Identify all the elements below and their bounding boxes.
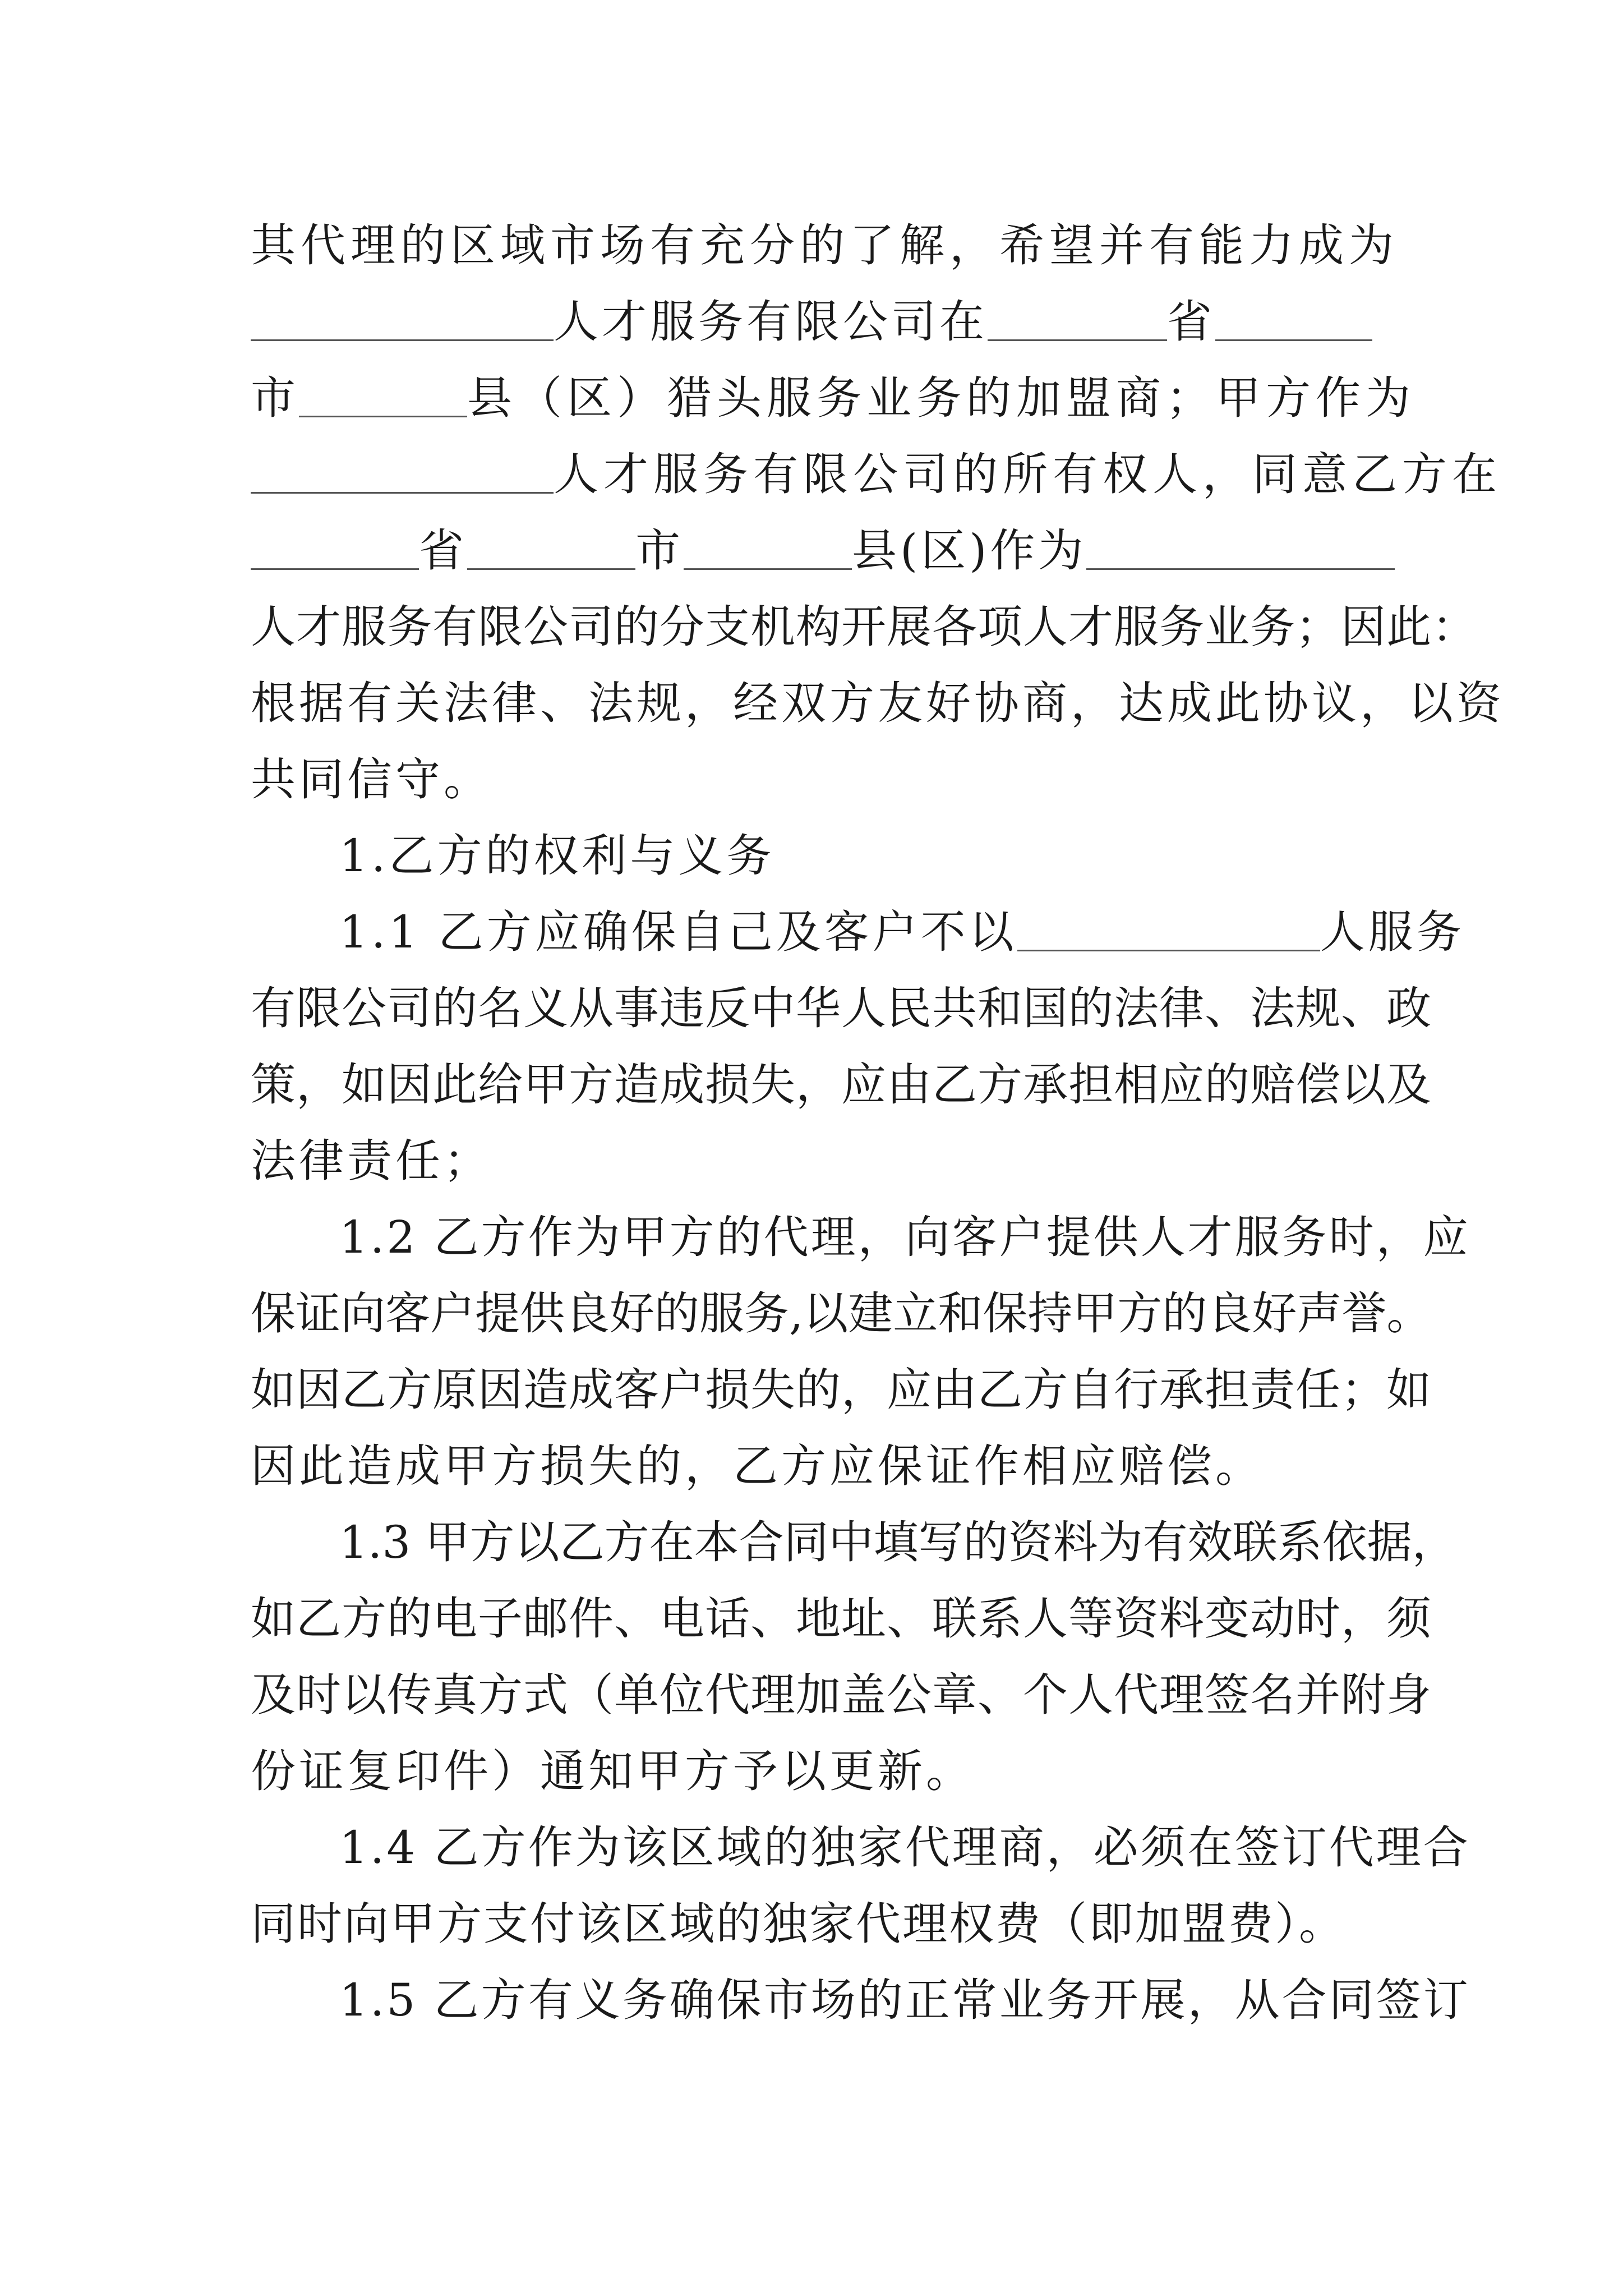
paragraph-line (251, 589, 1477, 665)
line-text: 法律责任； (251, 1135, 492, 1187)
line-text: 保证向客户提供良好的服务,以建立和保持甲方的良好声誉。 (251, 1287, 1432, 1340)
line-text: 县（区）猎头服务业务的加盟商；甲方作为 (467, 372, 1415, 424)
line-text: 人服务 (1320, 906, 1465, 958)
line-text: 有限公司的名义从事违反中华人民共和国的法律、法规、政 (251, 982, 1432, 1034)
fill-blank (684, 568, 852, 570)
line-text: 共同信守。 (251, 753, 492, 806)
line-text: 如乙方的电子邮件、电话、地址、联系人等资料变动时，须 (251, 1593, 1432, 1645)
line-text: 省 (1167, 296, 1215, 348)
line-text: 人才服务有限公司的分支机构开展各项人才服务业务；因此： (251, 601, 1477, 653)
line-text: 省 (419, 524, 467, 577)
fill-blank (251, 568, 419, 570)
line-text: 1.2 乙方作为甲方的代理，向客户提供人才服务时，应 (339, 1211, 1470, 1263)
fill-blank (988, 339, 1167, 341)
paragraph-line (251, 360, 1415, 436)
section-heading (251, 818, 1378, 894)
paragraph-line (251, 1428, 1378, 1504)
line-text: 及时以传真方式（单位代理加盖公章、个人代理签名并附身 (251, 1669, 1432, 1721)
paragraph-line (251, 1352, 1432, 1428)
fill-blank (467, 568, 635, 570)
line-text: 县(区)作为 (852, 524, 1087, 577)
paragraph-line (251, 1733, 1378, 1810)
paragraph-line (251, 513, 1378, 589)
fill-blank (1215, 339, 1372, 341)
paragraph-line (251, 665, 1505, 742)
line-text: 1.1 乙方应确保自己及客户不以 (339, 906, 1017, 958)
paragraph-line (251, 1504, 1457, 1581)
line-text: 1.3 甲方以乙方在本合同中填写的资料为有效联系依据， (339, 1516, 1457, 1568)
paragraph-line (251, 1962, 1470, 2039)
line-text: 市 (251, 372, 299, 424)
line-text: 其代理的区域市场有充分的了解，希望并有能力成为 (251, 219, 1399, 272)
fill-blank (1086, 568, 1395, 570)
fill-blank (299, 416, 467, 417)
paragraph-line (251, 1657, 1432, 1733)
line-text: 人才服务有限公司在 (554, 296, 988, 348)
line-text: 1.4 乙方作为该区域的独家代理商，必须在签订代理合 (339, 1821, 1470, 1874)
line-text: 1.5 乙方有义务确保市场的正常业务开展，从合同签订 (339, 1974, 1470, 2026)
paragraph-line (251, 436, 1502, 513)
fill-blank (251, 339, 554, 341)
paragraph-line (251, 1886, 1378, 1962)
document-body (251, 208, 1505, 2039)
heading-text: 1.乙方的权利与义务 (339, 830, 775, 882)
paragraph-line (251, 1276, 1432, 1352)
paragraph-line (251, 1810, 1470, 1886)
line-text: 市 (635, 524, 684, 577)
line-text: 人才服务有限公司的所有权人，同意乙方在 (554, 448, 1502, 500)
paragraph-line (251, 1123, 1378, 1199)
paragraph-line (251, 208, 1399, 284)
paragraph-line (251, 1047, 1432, 1123)
fill-blank (251, 492, 554, 494)
fill-blank (1017, 950, 1320, 951)
paragraph-line (251, 970, 1432, 1047)
paragraph-line (251, 894, 1465, 970)
paragraph-line (251, 1581, 1432, 1657)
paragraph-line (251, 742, 1378, 818)
line-text: 同时向甲方支付该区域的独家代理权费（即加盟费）。 (251, 1898, 1345, 1950)
line-text: 因此造成甲方损失的，乙方应保证作相应赔偿。 (251, 1440, 1264, 1492)
paragraph-line (251, 1199, 1470, 1276)
paragraph-line (251, 284, 1378, 360)
line-text: 策，如因此给甲方造成损失，应由乙方承担相应的赔偿以及 (251, 1059, 1432, 1111)
line-text: 如因乙方原因造成客户损失的，应由乙方自行承担责任；如 (251, 1364, 1432, 1416)
line-text: 根据有关法律、法规，经双方友好协商，达成此协议，以资 (251, 677, 1505, 729)
line-text: 份证复印件）通知甲方予以更新。 (251, 1745, 974, 1797)
